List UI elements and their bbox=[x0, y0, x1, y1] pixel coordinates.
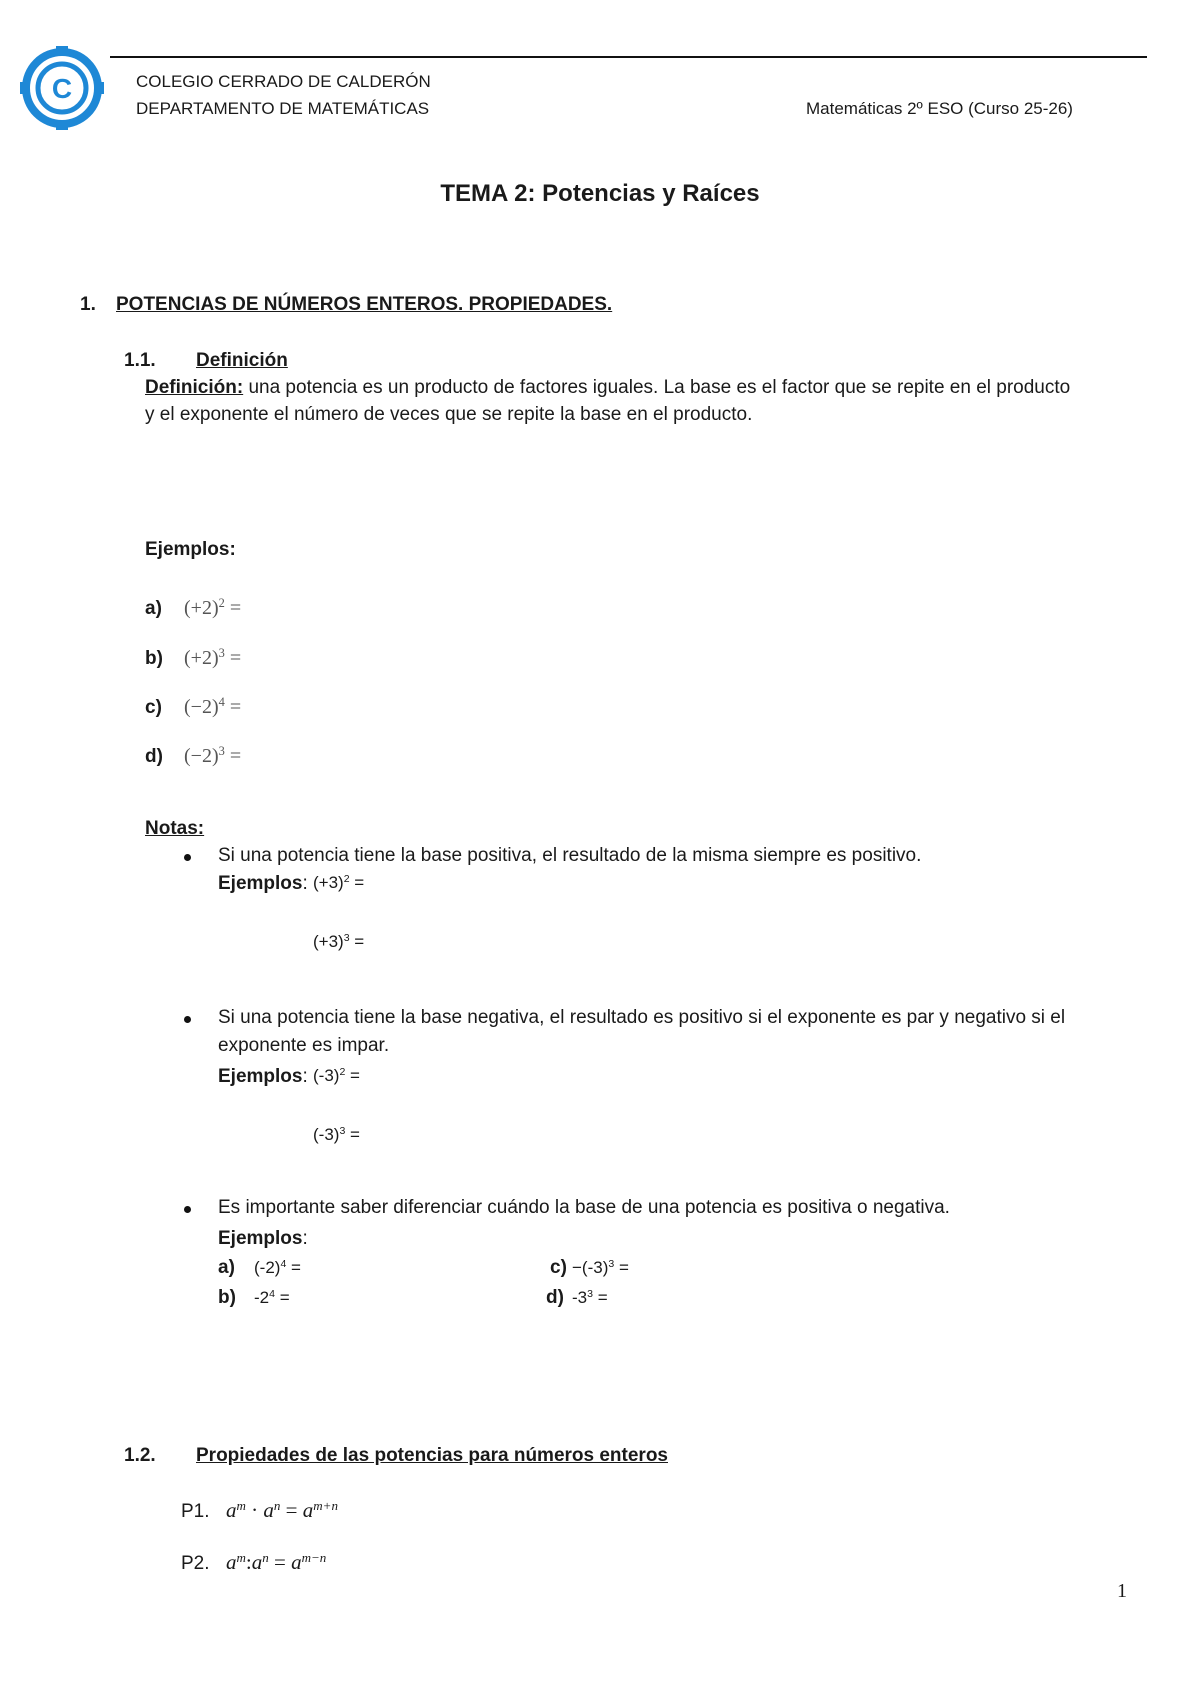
note-1-examples: Ejemplos: bbox=[218, 873, 308, 894]
course-label: Matemáticas 2º ESO (Curso 25-26) bbox=[806, 99, 1073, 118]
property-2-label: P2. bbox=[181, 1553, 210, 1574]
bullet-dot bbox=[184, 854, 191, 861]
page-title: TEMA 2: Potencias y Raíces bbox=[440, 180, 760, 207]
property-2-formula: $a^m:a^n = a^{m-n}$ bbox=[226, 1549, 327, 1574]
note-3-a-expr: $(-2)^4$ = bbox=[254, 1258, 301, 1277]
note-3-a-label: a) bbox=[218, 1257, 235, 1278]
example-d-expr: $(-2)^3$ = bbox=[184, 744, 242, 767]
note-3-d-expr: $-3^3$ = bbox=[572, 1288, 608, 1307]
note-2-examples: Ejemplos: bbox=[218, 1066, 308, 1087]
header-rule bbox=[110, 56, 1147, 58]
definition-text: una potencia es un producto de factores iguales. La base es el factor que se repite en el producto bbox=[243, 377, 1071, 398]
note-3-b-label: b) bbox=[218, 1287, 236, 1308]
example-c-expr: $(-2)^4$ = bbox=[184, 695, 242, 718]
note-3-c-label: c) bbox=[550, 1257, 567, 1278]
page-number: 1 bbox=[1117, 1580, 1127, 1602]
note-2-line-1: Si una potencia tiene la base negativa, el resultado es positivo si el exponente es par y negativo si el bbox=[218, 1007, 1066, 1028]
property-1-formula: $a^m \cdot a^n = a^{m+n}$ bbox=[226, 1497, 338, 1522]
department-name: DEPARTAMENTO DE MATEMÁTICAS bbox=[136, 99, 430, 118]
svg-text:C: C bbox=[51, 73, 73, 104]
example-c-label: c) bbox=[145, 697, 162, 718]
school-logo bbox=[16, 42, 108, 134]
bullet-dot bbox=[184, 1206, 191, 1213]
note-3-c-expr: $-(-3)^3$ = bbox=[572, 1258, 629, 1277]
school-name: COLEGIO CERRADO DE CALDERÓN bbox=[136, 72, 431, 91]
note-2-example-1: $(-3)^2$ = bbox=[313, 1066, 360, 1085]
note-2-line-2: exponente es impar. bbox=[218, 1035, 390, 1056]
note-2-example-2: $(-3)^3$ = bbox=[313, 1125, 360, 1144]
note-3-d-label: d) bbox=[546, 1287, 564, 1308]
example-d-label: d) bbox=[145, 746, 163, 767]
subsection-title: Propiedades de las potencias para números enteros bbox=[196, 1445, 668, 1466]
notes-heading: Notas: bbox=[145, 818, 205, 839]
definition-label: Definición: bbox=[145, 377, 244, 398]
note-3-b-expr: $-2^4$ = bbox=[254, 1288, 290, 1307]
subsection-number: 1.1. bbox=[124, 350, 156, 371]
definition-line-1 bbox=[145, 377, 1070, 399]
example-a-label: a) bbox=[145, 598, 162, 619]
note-3-examples: Ejemplos: bbox=[218, 1228, 308, 1249]
note-1-example-2: $(+3)^3$ = bbox=[313, 932, 365, 951]
section-title: POTENCIAS DE NÚMEROS ENTEROS. PROPIEDADES. bbox=[116, 294, 613, 315]
property-1-label: P1. bbox=[181, 1501, 210, 1522]
bullet-dot bbox=[184, 1016, 191, 1023]
subsection-number: 1.2. bbox=[124, 1445, 156, 1466]
example-b-expr: $(+2)^3$ = bbox=[184, 646, 242, 669]
definition-line-2: y el exponente el número de veces que se repite la base en el producto. bbox=[145, 404, 753, 425]
examples-heading: Ejemplos: bbox=[145, 539, 236, 560]
note-1-text: Si una potencia tiene la base positiva, el resultado de la misma siempre es positivo. bbox=[218, 845, 922, 866]
section-number: 1. bbox=[80, 294, 96, 315]
note-3-text: Es importante saber diferenciar cuándo la base de una potencia es positiva o negativa. bbox=[218, 1197, 950, 1218]
example-a-expr: $(+2)^2$ = bbox=[184, 596, 242, 619]
note-1-example-1: $(+3)^2$ = bbox=[313, 873, 365, 892]
subsection-title: Definición bbox=[196, 350, 288, 371]
example-b-label: b) bbox=[145, 648, 163, 669]
